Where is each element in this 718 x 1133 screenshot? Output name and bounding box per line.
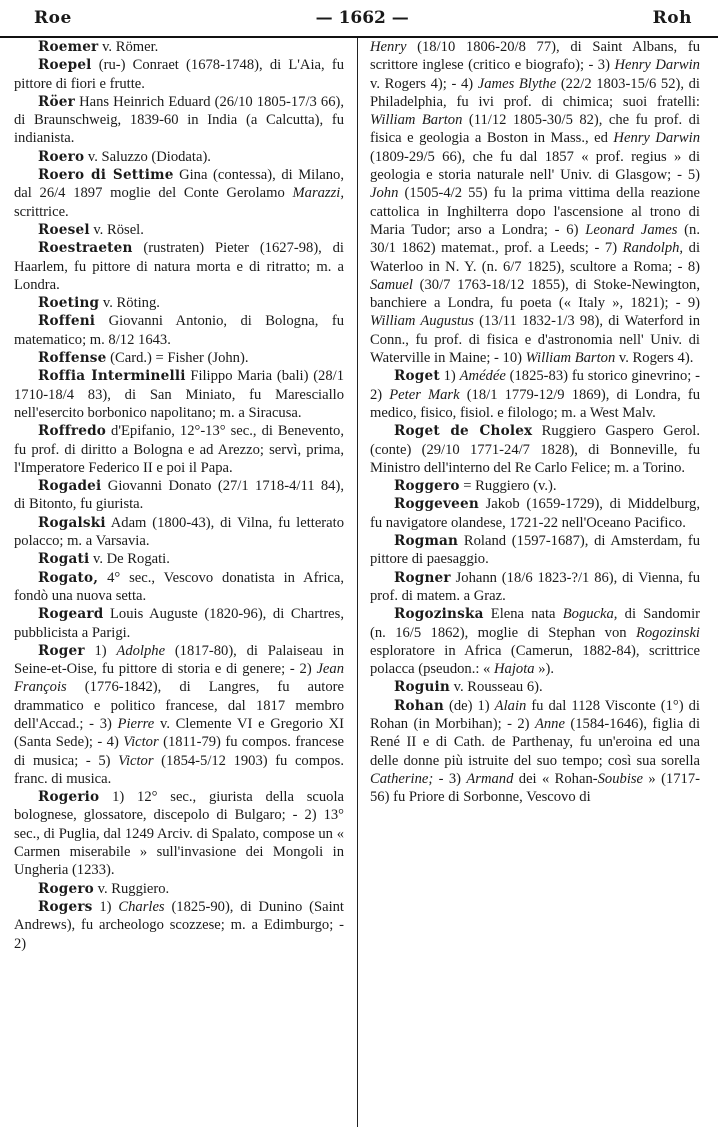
entry-text: (11/12 1805-30/5 82), che fu prof. di fisica e geologia a Boston in Mass., ed bbox=[370, 112, 700, 147]
dictionary-entry bbox=[370, 477, 700, 495]
headword: Roero bbox=[38, 148, 85, 165]
entry-text: d'Epifanio, 12°-13° sec., di Benevento, fu prof. di diritto a Bologna e ad Arezzo; servì, prima, l'Imperatore Federico II e poi il Papa. bbox=[14, 423, 344, 476]
italic-name: Hajota bbox=[494, 661, 535, 678]
entry-text: (30/7 1763-18/12 1855), di Stoke-Newington, banchiere a Londra, fu poeta (« Italy », 1821); - 9) bbox=[370, 276, 700, 312]
column-divider bbox=[357, 38, 358, 1127]
entry-text: Giovanni Antonio, di Bologna, fu matematico; m. 8/12 1643. bbox=[14, 313, 344, 348]
entry-text: (1825-90), di Dunino (Saint Andrews), fu archeologo scozzese; m. a Edimburgo; - 2) bbox=[14, 898, 344, 952]
entry-text: Filippo Maria (bali) (28/1 1710-18/4 83), di San Miniato, fu Maresciallo nell'esercito borbonico napolitano; m. a Siracusa. bbox=[14, 368, 344, 421]
dictionary-entry bbox=[14, 788, 344, 879]
entry-text: (18/10 1806-20/8 77), di Saint Albans, fu scrittore inglese (critico e biografo); - 3) bbox=[370, 39, 700, 74]
dictionary-entry bbox=[14, 312, 344, 349]
italic-name: Randolph, bbox=[622, 240, 684, 257]
italic-name: Peter Mark bbox=[389, 386, 460, 403]
entry-text: (1854-5/12 1903) fu compos. franc. di musica. bbox=[14, 752, 344, 787]
entry-text: v. Römer. bbox=[98, 39, 159, 55]
dictionary-entry bbox=[14, 93, 344, 148]
entry-text: v. Rösel. bbox=[89, 221, 144, 238]
entry-text: Ruggiero Gaspero Gerol. (conte) (29/10 1771-24/7 1828), di Bonneville, fu Ministro dell'interno del Re Carlo Felice; m. a Torino. bbox=[370, 423, 700, 476]
header-last-headword: Roh bbox=[652, 8, 692, 28]
headword: Roffeni bbox=[38, 313, 96, 330]
entry-text: » (1717-56) fu Priore di Sorbonne, Vescovo di bbox=[370, 770, 700, 806]
italic-name: Henry bbox=[370, 39, 407, 55]
page-header bbox=[0, 0, 718, 38]
italic-name: Soubise bbox=[597, 770, 644, 787]
entry-text: Hans Heinrich Eduard (26/10 1805-17/3 66), di Braunschweig, 1839-60 in India (a Calcutta), fu indianista. bbox=[14, 93, 344, 147]
headword: Rogalski bbox=[38, 514, 106, 531]
entry-text: dei « Rohan- bbox=[513, 770, 598, 787]
dictionary-entry bbox=[14, 880, 344, 898]
entry-text: v. Röting. bbox=[99, 295, 160, 312]
dictionary-entry bbox=[14, 56, 344, 93]
headword: Roger bbox=[38, 642, 85, 659]
headword: Röer bbox=[38, 93, 75, 110]
entry-text: 1) 12° sec., giurista della scuola bolognese, glossatore, discepolo di Bulgaro; - 2) 13° sec., di Puglia, dal 1249 Arciv. di Spalato, compose un « Carmen miserabile » sull'invasione dei Mongoli in Ungheria (1233). bbox=[14, 789, 344, 879]
dictionary-entry bbox=[370, 697, 700, 807]
dictionary-entry bbox=[14, 367, 344, 422]
entry-text: v. Saluzzo (Diodata). bbox=[84, 148, 211, 165]
headword: Roffense bbox=[38, 350, 107, 367]
entry-text: 1) bbox=[439, 368, 460, 385]
entry-text: (n. 30/1 1862) matemat., prof. a Leeds; - 7) bbox=[370, 221, 700, 257]
headword: Roero di Settime bbox=[38, 167, 174, 184]
entry-text: (22/2 1803-15/6 52), di Philadelphia, fu ivi prof. di chimica; suoi fratelli: bbox=[370, 75, 700, 110]
italic-name: Charles bbox=[118, 898, 165, 915]
dictionary-entry bbox=[370, 495, 700, 532]
entry-text: v. Ruggiero. bbox=[93, 880, 170, 897]
entry-text: (1776-1842), di Langres, fu autore drammatico e politico francese, dal 1817 membro dell'Accad.; - 3) bbox=[14, 679, 344, 732]
header-first-headword: Roe bbox=[34, 8, 72, 28]
entry-text: (18/1 1779-12/9 1869), di Londra, fu medico, fisico, fisiol. e filologo; m. a West Malv. bbox=[370, 386, 700, 421]
headword: Roestraeten bbox=[38, 240, 133, 257]
dictionary-entry bbox=[14, 38, 344, 56]
entry-text: scrittrice. bbox=[14, 203, 69, 220]
headword: Rogeard bbox=[38, 606, 104, 623]
headword: Roffia Interminelli bbox=[38, 368, 186, 385]
italic-name: Rogozinski bbox=[635, 624, 700, 641]
dictionary-entry bbox=[370, 367, 700, 422]
entry-text: 1) bbox=[84, 642, 117, 659]
headword: Rogati bbox=[38, 551, 90, 568]
entry-text: esploratore in Africa (Camerun, 1882-84), scrittrice polacca (pseudon.: « bbox=[370, 642, 700, 678]
entry-text: (1817-80), di Palaiseau in Seine-et-Oise, fu pittore di storia e di genere; - 2) bbox=[14, 642, 344, 678]
dictionary-entry bbox=[14, 349, 344, 367]
italic-name: John bbox=[370, 185, 399, 202]
entry-text: (13/11 1832-1/3 98), di Waterford in Conn., fu prof. di fisica e d'astronomia nell' Univ. di Waterville in Maine; - 10) bbox=[370, 313, 700, 367]
entry-text: Louis Auguste (1820-96), di Chartres, pubblicista a Parigi. bbox=[14, 606, 344, 641]
dictionary-entry bbox=[14, 569, 344, 606]
entry-text: v. Rogers 4); - 4) bbox=[370, 75, 478, 92]
headword: Rogerio bbox=[38, 789, 100, 806]
headword: Roesel bbox=[38, 221, 90, 238]
dictionary-entry bbox=[14, 642, 344, 788]
dictionary-entry bbox=[14, 422, 344, 477]
entry-text: »). bbox=[534, 661, 555, 678]
entry-text: (Card.) = Fisher (John). bbox=[106, 350, 249, 367]
headword: Roguin bbox=[394, 679, 450, 696]
italic-name: Amédée bbox=[459, 368, 506, 385]
headword: Roggero bbox=[394, 478, 460, 495]
headword: Rohan bbox=[394, 697, 444, 714]
headword: Rogero bbox=[38, 880, 94, 897]
entry-text: 1) bbox=[92, 898, 119, 915]
entry-text: fu dal 1128 Visconte (1°) di Rohan (in Morbihan); - 2) bbox=[370, 697, 700, 732]
entry-text: Roland (1597-1687), di Amsterdam, fu pittore di paesaggio. bbox=[370, 533, 700, 568]
italic-name: William Barton bbox=[525, 350, 616, 367]
dictionary-entry bbox=[14, 477, 344, 514]
italic-name: Pierre bbox=[117, 715, 155, 732]
entry-text: Jakob (1659-1729), di Middelburg, fu navigatore olandese, 1721-22 nell'Oceano Pacifico. bbox=[370, 496, 700, 531]
italic-name: Adolphe bbox=[116, 642, 166, 659]
headword: Rogman bbox=[394, 533, 459, 550]
headword: Rogner bbox=[394, 569, 451, 586]
dictionary-entry bbox=[14, 166, 344, 221]
headword: Roeting bbox=[38, 295, 100, 312]
entry-text: Gina (contessa), di Milano, dal 26/4 1897 moglie del Conte Gerolamo bbox=[14, 167, 344, 202]
entry-continuation bbox=[370, 38, 700, 367]
entry-text: Giovanni Donato (27/1 1718-4/11 84), di Bitonto, fu giurista. bbox=[14, 478, 344, 513]
headword: Rogers bbox=[38, 898, 93, 915]
entry-text: v. Rogers 4). bbox=[615, 350, 694, 367]
right-column bbox=[370, 38, 700, 806]
entry-text: (1825-83) fu storico ginevrino; - 2) bbox=[370, 368, 700, 403]
dictionary-entry bbox=[14, 898, 344, 953]
headword: Roget bbox=[394, 368, 440, 385]
entry-text: Adam (1800-43), di Vilna, fu letterato polacco; m. a Varsavia. bbox=[14, 514, 344, 550]
dictionary-entry bbox=[14, 221, 344, 239]
entry-text: (1584-1646), figlia di René II e di Cath. de Parthenay, fu un'eroina ed una delle donne più istruite del suo tempo; così sua sorella bbox=[370, 715, 700, 769]
dictionary-entry bbox=[14, 294, 344, 312]
headword: Rogozinska bbox=[394, 606, 484, 623]
entry-text: (ru-) Conraet (1678-1748), di L'Aia, fu pittore di fiori e frutte. bbox=[14, 57, 344, 92]
headword: Rogadei bbox=[38, 478, 102, 495]
italic-name: Anne bbox=[534, 715, 565, 732]
italic-name: Henry Darwin bbox=[613, 130, 700, 147]
dictionary-entry bbox=[370, 569, 700, 606]
entry-text: = Ruggiero (v.). bbox=[459, 478, 557, 495]
italic-name: Bogucka, bbox=[562, 606, 618, 623]
dictionary-entry bbox=[14, 514, 344, 551]
headword: Roggeveen bbox=[394, 496, 479, 513]
entry-text: v. De Rogati. bbox=[89, 551, 170, 568]
entry-text: - 3) bbox=[433, 770, 467, 787]
dictionary-entry bbox=[370, 532, 700, 569]
italic-name: Victor bbox=[118, 752, 154, 769]
italic-name: William Augustus bbox=[370, 313, 474, 330]
dictionary-entry bbox=[370, 678, 700, 696]
headword: Rogato, bbox=[38, 569, 99, 586]
italic-name: Alain bbox=[494, 697, 527, 714]
entry-text: (1809-29/5 66), che fu dal 1857 « prof. regius » di geologia e storia naturale nell' Univ. di Glasgow; - 5) bbox=[370, 148, 700, 184]
entry-text: v. Rousseau 6). bbox=[450, 679, 543, 696]
italic-name: Victor bbox=[123, 734, 159, 751]
dictionary-entry bbox=[370, 422, 700, 477]
italic-name: Marazzi, bbox=[292, 185, 344, 202]
italic-name: William Barton bbox=[370, 112, 463, 129]
italic-name: Catherine; bbox=[370, 770, 434, 787]
italic-name: Samuel bbox=[370, 276, 413, 293]
dictionary-entry bbox=[14, 605, 344, 642]
dictionary-entry bbox=[14, 239, 344, 294]
italic-name: Henry Darwin bbox=[614, 57, 700, 74]
entry-text: (rustraten) Pieter (1627-98), di Haarlem, fu pittore di natura morta e di ritratto; m. a Londra. bbox=[14, 240, 344, 293]
italic-name: James Blythe bbox=[477, 75, 557, 92]
headword: Roemer bbox=[38, 39, 99, 55]
dictionary-entry bbox=[370, 605, 700, 678]
entry-text: (de) 1) bbox=[443, 697, 495, 714]
dictionary-entry bbox=[14, 148, 344, 166]
dictionary-entry bbox=[14, 550, 344, 568]
italic-name: Jean François bbox=[14, 661, 344, 696]
entry-text: Elena nata bbox=[483, 606, 563, 623]
italic-name: Leonard James bbox=[585, 221, 678, 238]
left-column bbox=[14, 38, 344, 953]
entry-text: v. Clemente VI e Gregorio XI (Santa Sede); - 4) bbox=[14, 715, 344, 751]
page-number: — 1662 — bbox=[315, 8, 409, 28]
headword: Roepel bbox=[38, 57, 92, 74]
headword: Roget de Cholex bbox=[394, 423, 533, 440]
entry-text: di Sandomir (n. 16/5 1862), moglie di Stephan von bbox=[370, 606, 700, 641]
entry-text: (1505-4/2 55) fu la prima vittima della reazione cattolica in Inghilterra dopo l'ascensione al trono di Maria Tudor; arso a Londra; - 6) bbox=[370, 185, 700, 238]
headword: Roffredo bbox=[38, 423, 107, 440]
italic-name: Armand bbox=[466, 770, 514, 787]
entry-text: (1811-79) fu compos. francese di musica; - 5) bbox=[14, 734, 344, 769]
entry-text: 4° sec., Vescovo donatista in Africa, fondò una nuova setta. bbox=[14, 569, 344, 604]
entry-text: Johann (18/6 1823-?/1 86), di Vienna, fu prof. di matem. a Graz. bbox=[370, 569, 700, 604]
entry-text: di Waterloo in N. Y. (n. 6/7 1825), scultore a Roma; - 8) bbox=[370, 240, 701, 275]
